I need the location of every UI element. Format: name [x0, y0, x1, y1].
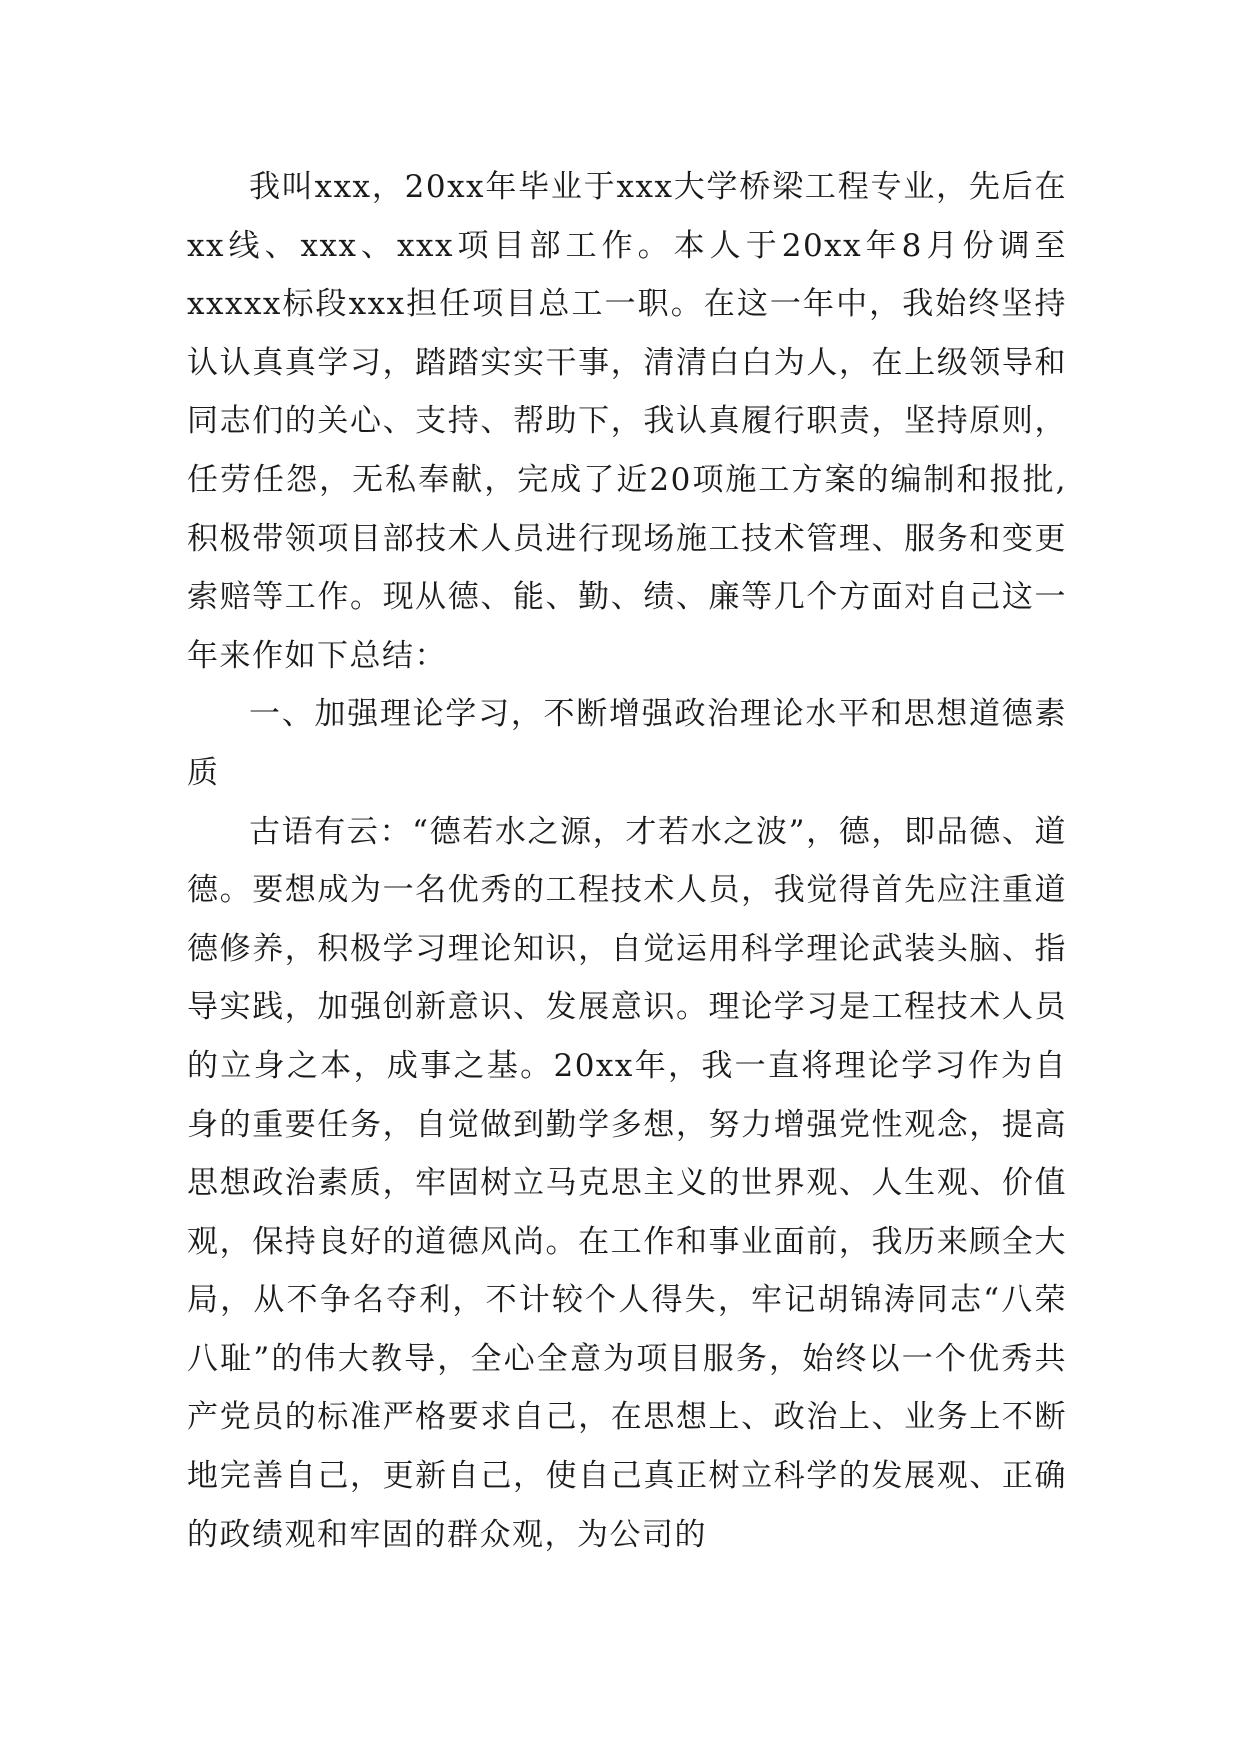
intro-paragraph: 我叫xxx，20xx年毕业于xxx大学桥梁工程专业，先后在xx线、xxx、xxx项目部工作。本人于20xx年8月份调至xxxxx标段xxx担任项目总工一职。在这一年中，我始终坚持认认真真学习，踏踏实实干事，清清白白为人，在上级领导和同志们的关心、支持、帮助下，我认真履行职责，坚持原则，任劳任怨，无私奉献，完成了近20项施工方案的编制和报批,积极带领项目部技术人员进行现场施工技术管理、服务和变更索赔等工作。现从德、能、勤、绩、廉等几个方面对自己这一年来作如下总结：: [187, 169, 1067, 674]
document-body: [187, 158, 1067, 1564]
section-heading-1: 一、加强理论学习，不断增强政治理论水平和思想道德素质: [187, 696, 1067, 791]
section-1-paragraph: 古语有云：“德若水之源，才若水之波”，德，即品德、道德。要想成为一名优秀的工程技术人员，我觉得首先应注重道德修养，积极学习理论知识，自觉运用科学理论武装头脑、指导实践，加强创新意识、发展意识。理论学习是工程技术人员的立身之本，成事之基。20xx年，我一直将理论学习作为自身的重要任务，自觉做到勤学多想，努力增强党性观念，提高思想政治素质，牢固树立马克思主义的世界观、人生观、价值观，保持良好的道德风尚。在工作和事业面前，我历来顾全大局，从不争名夺利，不计较个人得失，牢记胡锦涛同志“八荣八耻”的伟大教导，全心全意为项目服务，始终以一个优秀共产党员的标准严格要求自己，在思想上、政治上、业务上不断地完善自己，更新自己，使自己真正树立科学的发展观、正确的政绩观和牢固的群众观，为公司的: [187, 813, 1067, 1553]
